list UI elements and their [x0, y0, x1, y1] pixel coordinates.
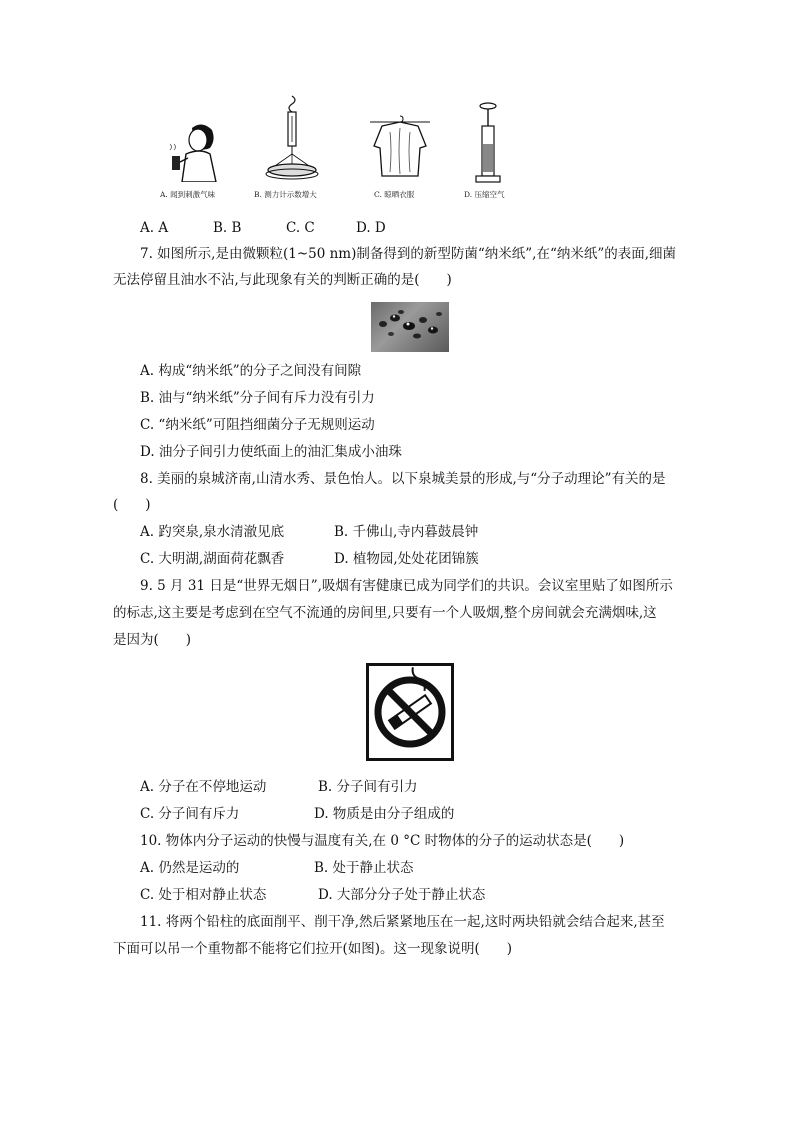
figure-row [150, 92, 530, 204]
q6-option-d: D. D [356, 220, 386, 236]
q10-option-c: C. 处于相对静止状态 [140, 887, 267, 903]
q10-option-d: D. 大部分分子处于静止状态 [318, 887, 486, 903]
q7-stem-line2: 无法停留且油水不沾,与此现象有关的判断正确的是( ) [113, 272, 452, 288]
q8-option-a: A. 趵突泉,泉水清澈见底 [140, 524, 285, 540]
q8-option-c: C. 大明湖,湖面荷花飘香 [140, 551, 285, 567]
hanging-clothes-illustration [368, 112, 432, 182]
q9-stem-line2: 的标志,这主要是考虑到在空气不流通的房间里,只要有一个人吸烟,整个房间就会充满烟味,这 [113, 605, 657, 621]
figure-caption-b: B. 测力计示数增大 [254, 190, 317, 199]
q8-stem-line1: 8. 美丽的泉城济南,山清水秀、景色怡人。以下泉城美景的形成,与“分子动理论”有关的是 [140, 471, 666, 487]
air-pump-illustration [470, 100, 506, 186]
q11-stem-line1: 11. 将两个铅柱的底面削平、削干净,然后紧紧地压在一起,这时两块铅就会结合起来,甚至 [140, 914, 665, 930]
q8-option-d: D. 植物园,处处花团锦簇 [334, 551, 479, 567]
spring-scale-illustration [262, 94, 322, 184]
q7-option-b: B. 油与“纳米纸”分子间有斥力没有引力 [140, 390, 375, 406]
figure-caption-a: A. 闻到刺激气味 [160, 190, 216, 199]
q7-option-d: D. 油分子间引力使纸面上的油汇集成小油珠 [140, 444, 402, 460]
q7-stem-line1: 7. 如图所示,是由微颗粒(1~50 nm)制备得到的新型防菌“纳米纸”,在“纳米纸”的表面,细菌 [140, 246, 677, 262]
q7-option-a: A. 构成“纳米纸”的分子之间没有间隙 [140, 363, 362, 379]
q9-option-a: A. 分子在不停地运动 [140, 779, 267, 795]
q8-stem-line2: ( ) [113, 497, 151, 513]
person-smelling-illustration [162, 120, 222, 182]
q9-option-b: B. 分子间有引力 [318, 779, 418, 795]
q8-option-b: B. 千佛山,寺内暮鼓晨钟 [334, 524, 479, 540]
q6-option-a: A. A [140, 220, 169, 236]
q9-option-c: C. 分子间有斥力 [140, 806, 240, 822]
nano-paper-photo [371, 302, 449, 352]
q9-option-d: D. 物质是由分子组成的 [314, 806, 455, 822]
no-smoking-icon [366, 663, 454, 761]
q9-stem-line3: 是因为( ) [113, 632, 192, 648]
q10-option-b: B. 处于静止状态 [314, 860, 414, 876]
q6-option-c: C. C [286, 220, 315, 236]
figure-caption-d: D. 压缩空气 [464, 190, 505, 199]
q11-stem-line2: 下面可以吊一个重物都不能将它们拉开(如图)。这一现象说明( ) [113, 941, 513, 957]
no-smoking-sign [366, 663, 454, 761]
q10-stem: 10. 物体内分子运动的快慢与温度有关,在 0 °C 时物体的分子的运动状态是( ) [140, 833, 625, 849]
q10-option-a: A. 仍然是运动的 [140, 860, 240, 876]
q6-option-b: B. B [213, 220, 242, 236]
q9-stem-line1: 9. 5 月 31 日是“世界无烟日”,吸烟有害健康已成为同学们的共识。会议室里贴了如图所示 [140, 578, 673, 594]
q7-option-c: C. “纳米纸”可阻挡细菌分子无规则运动 [140, 417, 375, 433]
figure-caption-c: C. 晾晒衣服 [374, 190, 415, 199]
